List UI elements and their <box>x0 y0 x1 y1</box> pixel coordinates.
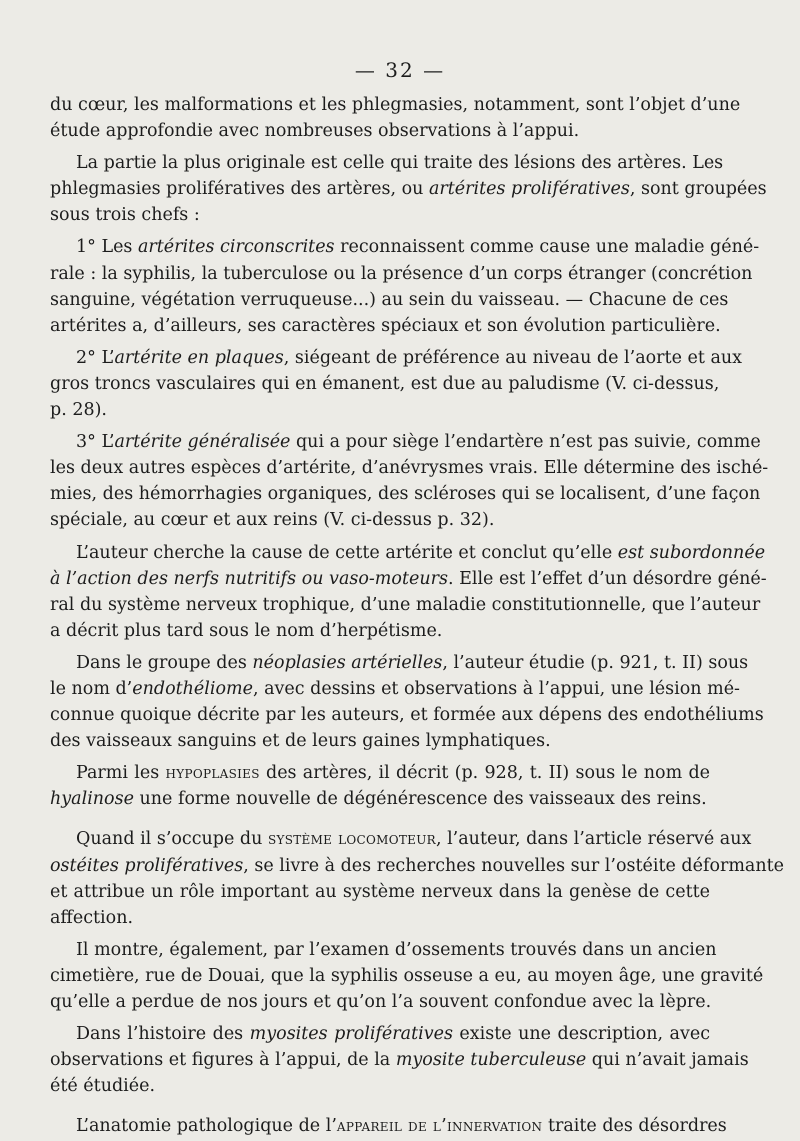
paragraph <box>50 650 764 754</box>
text-line: a décrit plus tard sous le nom d’herpétisme. <box>50 620 443 641</box>
text-line: 1° Les artérites circonscrites reconnaissent comme cause une maladie géné- <box>76 237 760 258</box>
italic-term: néoplasies artérielles <box>252 652 443 673</box>
text-line: cimetière, rue de Douai, que la syphilis osseuse a eu, au moyen âge, une gravité <box>50 965 764 986</box>
italic-term: à l’action des nerfs nutritifs ou vaso-moteurs <box>50 568 448 589</box>
text-line: affection. <box>50 907 134 928</box>
paragraph <box>50 429 769 533</box>
italic-term: endothéliome <box>132 678 253 699</box>
italic-term: hyalinose <box>50 789 134 810</box>
text-line: Dans l’histoire des myosites prolifératives existe une description, avec <box>76 1024 711 1045</box>
text-line: qu’elle a perdue de nos jours et qu’on l’a souvent confondue avec la lèpre. <box>50 992 712 1012</box>
small-caps-term: appareil de l’innervation <box>336 1116 543 1137</box>
text-line: L’auteur cherche la cause de cette artérite et conclut qu’elle est subordonnée <box>76 542 766 563</box>
text-line: Il montre, également, par l’examen d’ossements trouvés dans un ancien <box>76 939 717 960</box>
text-line: spéciale, au cœur et aux reins (V. ci-dessus p. 32). <box>50 510 495 531</box>
text-line: ostéites prolifératives, se livre à des recherches nouvelles sur l’ostéite déformante <box>50 855 785 876</box>
paragraph <box>50 345 743 423</box>
text-line: étude approfondie avec nombreuses observations à l’appui. <box>50 121 580 142</box>
text-line: été étudiée. <box>50 1076 156 1097</box>
text-line: rale : la syphilis, la tuberculose ou la présence d’un corps étranger (concrétion <box>50 263 753 284</box>
text-line: à l’action des nerfs nutritifs ou vaso-moteurs. Elle est l’effet d’un désordre géné- <box>50 568 767 589</box>
paragraph <box>50 937 764 1015</box>
text-line: Quand il s’occupe du système locomoteur, l’auteur, dans l’article réservé aux <box>76 829 752 850</box>
text-line: phlegmasies prolifératives des artères, ou artérites prolifératives, sont groupées <box>50 179 767 200</box>
italic-term: myosites prolifératives <box>249 1024 453 1045</box>
italic-term: artérites prolifératives <box>428 179 630 200</box>
paragraph <box>50 760 710 812</box>
text-line: 3° L’artérite généralisée qui a pour siège l’endartère n’est pas suivie, comme <box>76 432 761 453</box>
paragraph <box>50 92 741 144</box>
italic-term: myosite tuberculeuse <box>395 1050 587 1071</box>
text-line: 2° L’artérite en plaques, siégeant de préférence au niveau de l’aorte et aux <box>76 347 743 368</box>
text-line: du cœur, les malformations et les phlegmasies, notamment, sont l’objet d’une <box>50 95 741 115</box>
text-line: Dans le groupe des néoplasies artérielles, l’auteur étudie (p. 921, t. II) sous <box>76 652 749 673</box>
text-line: La partie la plus originale est celle qui traite des lésions des artères. Les <box>76 153 724 174</box>
italic-term: ostéites prolifératives <box>50 855 244 876</box>
text-line: le nom d’endothéliome, avec dessins et observations à l’appui, une lésion mé- <box>50 678 740 699</box>
paragraph <box>50 1021 749 1099</box>
text-line: ral du système nerveux trophique, d’une maladie constitutionnelle, que l’auteur <box>50 594 761 615</box>
italic-term: est subordonnée <box>617 542 766 563</box>
text-line: et attribue un rôle important au système nerveux dans la genèse de cette <box>50 881 710 902</box>
text-line: observations et figures à l’appui, de la myosite tuberculeuse qui n’avait jamais <box>50 1050 749 1071</box>
italic-term: artérites circonscrites <box>137 237 335 258</box>
text-line: artérites a, d’ailleurs, ses caractères spéciaux et son évolution particulière. <box>50 315 721 336</box>
small-caps-term: système locomoteur <box>267 829 436 850</box>
paragraph <box>50 1113 727 1139</box>
text-line: gros troncs vasculaires qui en émanent, est due au paludisme (V. ci-dessus, <box>50 373 720 394</box>
paragraph <box>50 150 767 228</box>
text-line: mies, des hémorrhagies organiques, des scléroses qui se localisent, d’une façon <box>50 484 761 505</box>
text-line: sous trois chefs : <box>50 205 200 226</box>
italic-term: artérite en plaques <box>114 347 284 368</box>
paragraph <box>50 234 760 338</box>
text-line: p. 28). <box>50 400 107 421</box>
text-line: les deux autres espèces d’artérite, d’anévrysmes vrais. Elle détermine des isché- <box>50 458 769 479</box>
text-line: sanguine, végétation verruqueuse...) au sein du vaisseau. — Chacune de ces <box>50 289 729 310</box>
italic-term: artérite généralisée <box>114 432 291 453</box>
text-line: hyalinose une forme nouvelle de dégénérescence des vaisseaux des reins. <box>50 789 707 810</box>
small-caps-term: hypoplasies <box>165 763 260 784</box>
text-line: connue quoique décrite par les auteurs, et formée aux dépens des endothéliums <box>50 705 764 726</box>
paragraph <box>50 826 785 930</box>
body-text <box>50 92 785 1139</box>
paragraph <box>50 540 767 644</box>
text-line: des vaisseaux sanguins et de leurs gaines lymphatiques. <box>50 731 551 752</box>
text-line: Parmi les hypoplasies des artères, il décrit (p. 928, t. II) sous le nom de <box>76 763 711 784</box>
text-line: L’anatomie pathologique de l’appareil de l’innervation traite des désordres <box>76 1116 727 1137</box>
page-number: — 32 — <box>354 58 446 82</box>
